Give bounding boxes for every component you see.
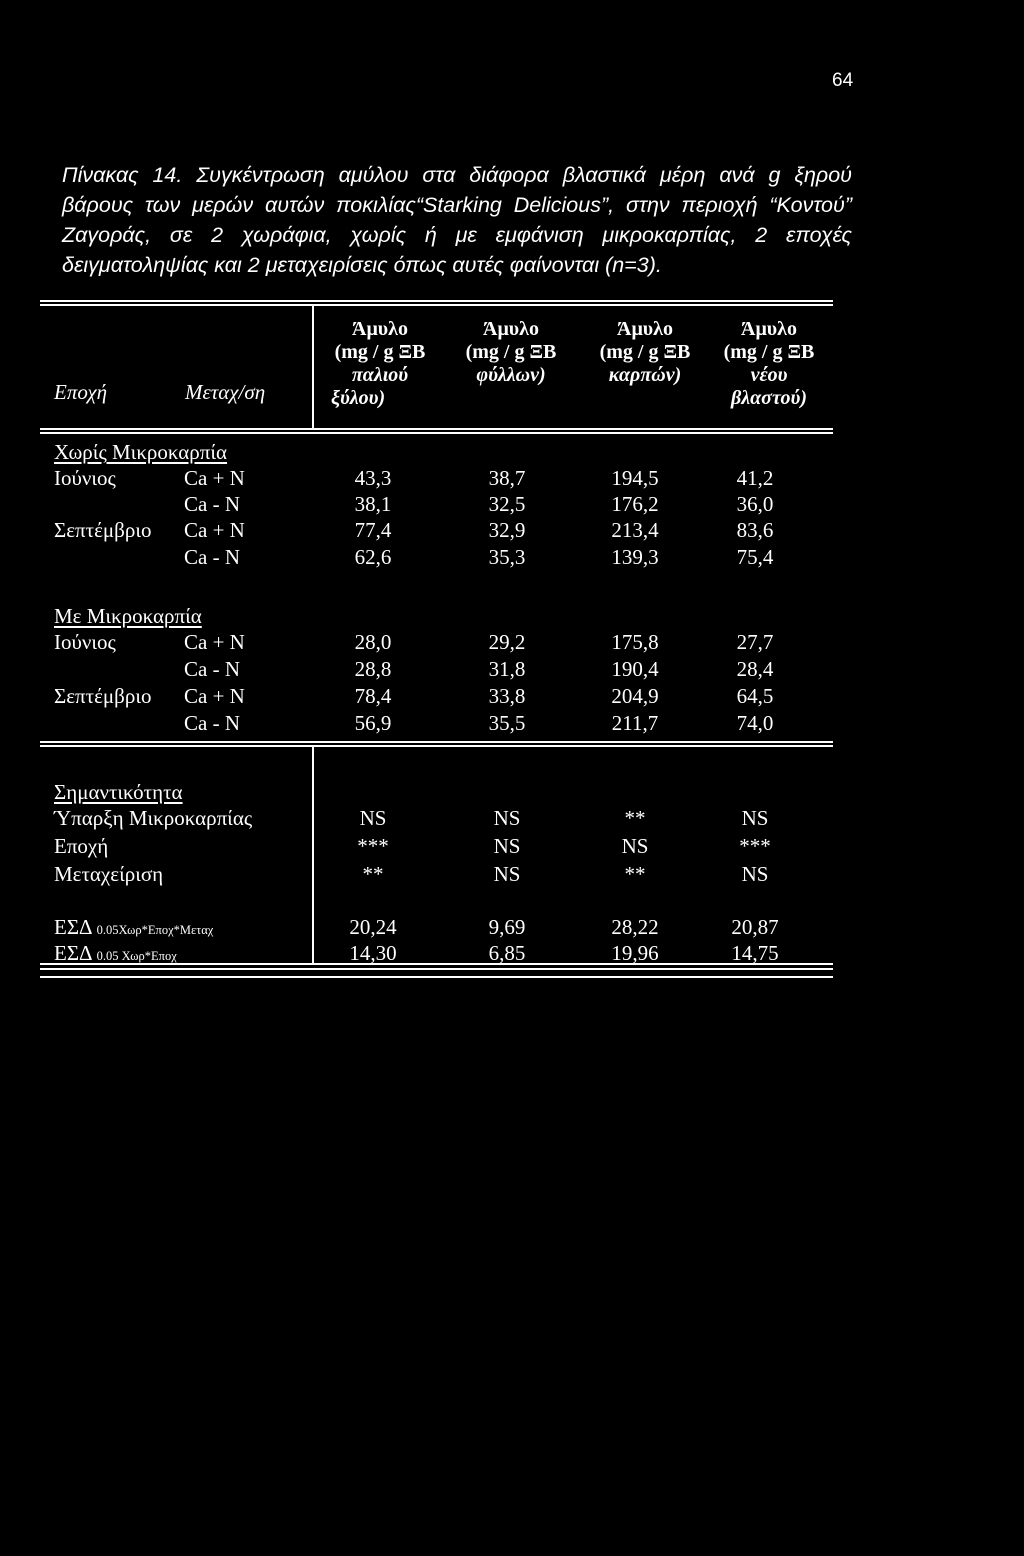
significance-value: NS bbox=[741, 806, 769, 830]
caption-line: Πίνακας 14. Συγκέντρωση αμύλου στα διάφορα βλαστικά μέρη ανά g ξηρού bbox=[62, 163, 852, 187]
lsd-value: 28,22 bbox=[611, 915, 659, 939]
significance-value: ** bbox=[624, 862, 646, 886]
lsd-value: 20,87 bbox=[731, 915, 779, 939]
cell-value: 32,5 bbox=[488, 492, 526, 516]
cell-value: 56,9 bbox=[354, 711, 392, 735]
bottom-rule-2 bbox=[40, 968, 833, 970]
top-rule-2 bbox=[40, 304, 833, 306]
cell-value: 28,8 bbox=[354, 657, 392, 681]
lsd-label: ΕΣΔ 0.05Χωρ*Εποχ*Μεταχ bbox=[54, 915, 214, 939]
significance-value: NS bbox=[621, 834, 649, 858]
cell-value: 211,7 bbox=[611, 711, 659, 735]
lsd-value: 9,69 bbox=[488, 915, 526, 939]
cell-value: 176,2 bbox=[611, 492, 659, 516]
column-header-leaves: Άμυλο (mg / g ΞΒ φύλλων) bbox=[465, 318, 557, 386]
significance-value: ** bbox=[362, 862, 384, 886]
row-treatment: Ca + N bbox=[184, 684, 245, 708]
cell-value: 64,5 bbox=[736, 684, 774, 708]
cell-value: 28,4 bbox=[736, 657, 774, 681]
cell-value: 33,8 bbox=[488, 684, 526, 708]
lsd-value: 19,96 bbox=[611, 941, 659, 965]
cell-value: 28,0 bbox=[354, 630, 392, 654]
row-treatment: Ca - N bbox=[184, 492, 240, 516]
column-header-new-shoot: Άμυλο (mg / g ΞΒ νέου βλαστού) bbox=[723, 318, 815, 409]
cell-value: 190,4 bbox=[611, 657, 659, 681]
row-treatment: Ca - N bbox=[184, 657, 240, 681]
cell-value: 31,8 bbox=[488, 657, 526, 681]
significance-value: ** bbox=[624, 806, 646, 830]
row-treatment: Ca + N bbox=[184, 630, 245, 654]
lsd-value: 6,85 bbox=[488, 941, 526, 965]
column-header-old-wood: Άμυλο (mg / g ΞΒ παλιού ξύλου) bbox=[331, 318, 426, 409]
cell-value: 75,4 bbox=[736, 545, 774, 569]
cell-value: 74,0 bbox=[736, 711, 774, 735]
cell-value: 32,9 bbox=[488, 518, 526, 542]
caption-line: βάρους των μερών αυτών ποκιλίας“Starking Delicious”, στην περιοχή “Κοντού” bbox=[62, 193, 852, 217]
cell-value: 36,0 bbox=[736, 492, 774, 516]
cell-value: 213,4 bbox=[611, 518, 659, 542]
group-title-no-microfruit: Χωρίς Μικροκαρπία bbox=[54, 440, 228, 464]
row-season: Σεπτέμβριο bbox=[54, 684, 152, 708]
top-rule-1 bbox=[40, 300, 833, 302]
cell-value: 38,7 bbox=[488, 466, 526, 490]
lsd-value: 14,75 bbox=[731, 941, 779, 965]
column-header-fruits: Άμυλο (mg / g ΞΒ καρπών) bbox=[599, 318, 691, 386]
lsd-label: ΕΣΔ 0.05 Χωρ*Εποχ bbox=[54, 941, 177, 965]
significance-value: *** bbox=[739, 834, 771, 858]
significance-value: NS bbox=[493, 862, 521, 886]
significance-value: NS bbox=[741, 862, 769, 886]
significance-label: Ύπαρξη Μικροκαρπίας bbox=[54, 806, 253, 830]
caption-line: Ζαγοράς, σε 2 χωράφια, χωρίς ή με εμφάνιση μικροκαρπίας, 2 εποχές bbox=[62, 223, 852, 247]
significance-value: NS bbox=[359, 806, 387, 830]
cell-value: 35,3 bbox=[488, 545, 526, 569]
cell-value: 139,3 bbox=[611, 545, 659, 569]
data-end-rule-1 bbox=[40, 741, 833, 743]
row-treatment: Ca - N bbox=[184, 711, 240, 735]
group-title-with-microfruit: Με Μικροκαρπία bbox=[54, 604, 202, 628]
header-treatment: Μεταχ/ση bbox=[185, 380, 266, 404]
cell-value: 43,3 bbox=[354, 466, 392, 490]
significance-value: *** bbox=[357, 834, 389, 858]
header-rule-2 bbox=[40, 432, 833, 434]
lsd-value: 14,30 bbox=[349, 941, 397, 965]
cell-value: 38,1 bbox=[354, 492, 392, 516]
significance-value: NS bbox=[493, 834, 521, 858]
bottom-rule-3 bbox=[40, 976, 833, 978]
page-number: 64 bbox=[832, 70, 854, 91]
cell-value: 29,2 bbox=[488, 630, 526, 654]
header-rule-1 bbox=[40, 428, 833, 430]
data-end-rule-2 bbox=[40, 745, 833, 747]
cell-value: 194,5 bbox=[611, 466, 659, 490]
row-season: Σεπτέμβριο bbox=[54, 518, 152, 542]
significance-value: NS bbox=[493, 806, 521, 830]
row-season: Ιούνιος bbox=[54, 630, 116, 654]
header-season: Εποχή bbox=[54, 380, 108, 404]
significance-label: Εποχή bbox=[54, 834, 109, 858]
cell-value: 204,9 bbox=[611, 684, 659, 708]
stats-divider bbox=[312, 745, 314, 963]
cell-value: 77,4 bbox=[354, 518, 392, 542]
row-treatment: Ca + N bbox=[184, 466, 245, 490]
row-season: Ιούνιος bbox=[54, 466, 116, 490]
cell-value: 27,7 bbox=[736, 630, 774, 654]
row-treatment: Ca + N bbox=[184, 518, 245, 542]
caption-line: δειγματοληψίας και 2 μεταχειρίσεις όπως αυτές φαίνονται (n=3). bbox=[62, 253, 662, 277]
row-treatment: Ca - N bbox=[184, 545, 240, 569]
cell-value: 41,2 bbox=[736, 466, 774, 490]
lsd-value: 20,24 bbox=[349, 915, 397, 939]
significance-title: Σημαντικότητα bbox=[54, 780, 183, 804]
cell-value: 62,6 bbox=[354, 545, 392, 569]
table-caption bbox=[62, 160, 852, 280]
cell-value: 83,6 bbox=[736, 518, 774, 542]
significance-label: Μεταχείριση bbox=[54, 862, 164, 886]
cell-value: 35,5 bbox=[488, 711, 526, 735]
cell-value: 78,4 bbox=[354, 684, 392, 708]
cell-value: 175,8 bbox=[611, 630, 659, 654]
